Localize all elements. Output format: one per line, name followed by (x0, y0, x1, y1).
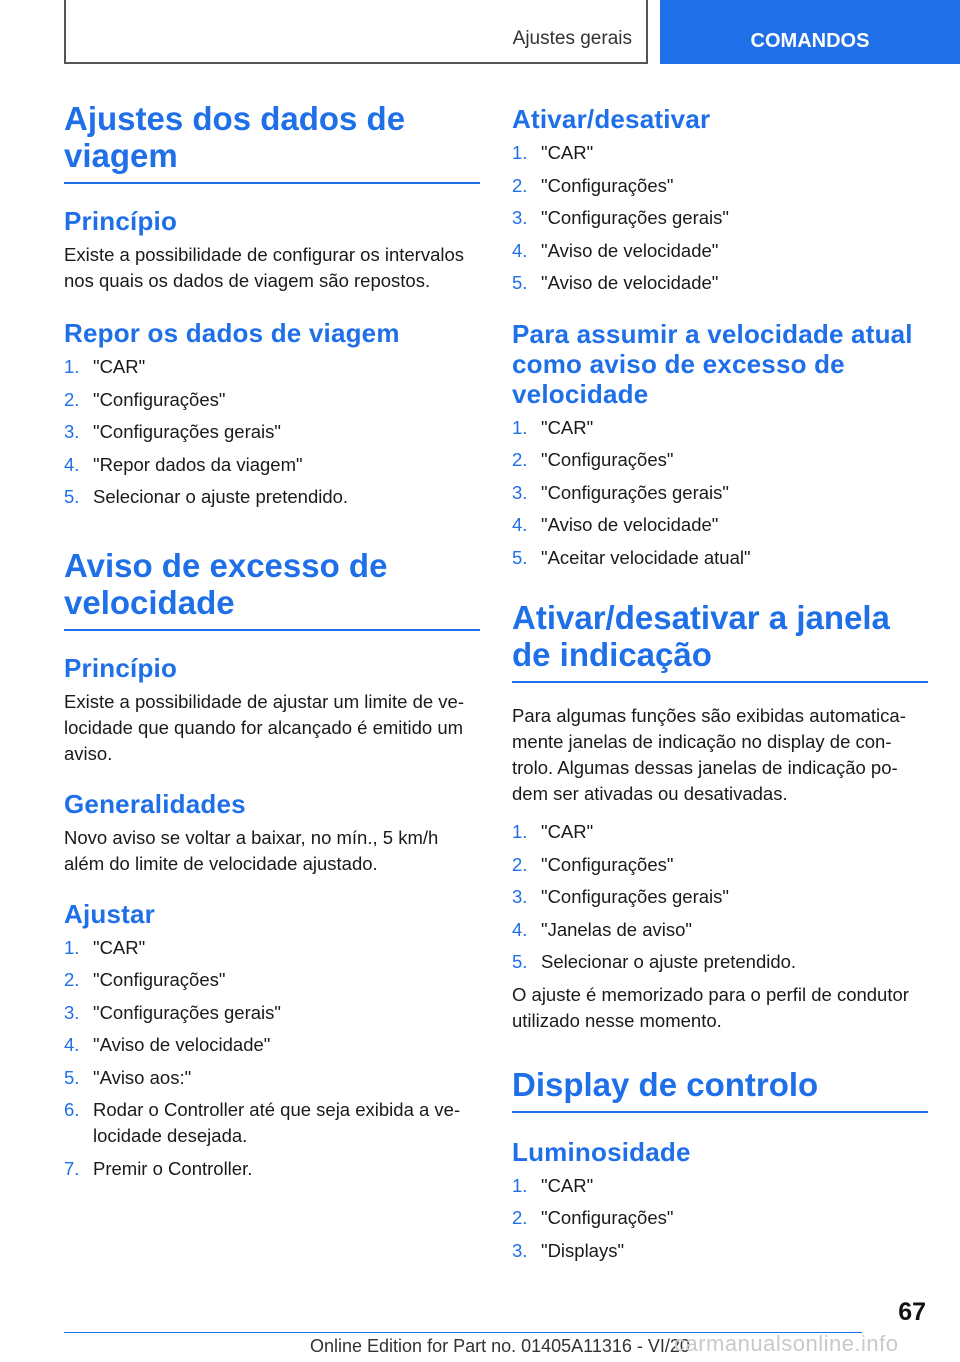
step-item (512, 949, 928, 975)
steps-brightness (512, 1173, 928, 1264)
step-number: 1. (512, 416, 528, 438)
step-item (64, 1156, 480, 1182)
step-item (512, 1173, 928, 1199)
step-text: "Configurações" (541, 449, 674, 470)
step-number: 4. (512, 918, 528, 940)
step-text: "Configurações" (541, 174, 674, 196)
step-number: 5. (64, 486, 80, 507)
paragraph-principle-2: Existe a possibilidade de ajustar um limite de ve-locidade que quando for alcançado é emitido um aviso. (64, 690, 464, 764)
step-text: "CAR" (541, 1174, 594, 1196)
step-text: "Aviso de velocidade" (93, 1034, 271, 1055)
step-item (512, 447, 928, 473)
step-text: "Aviso aos:" (93, 1066, 192, 1088)
step-text: "CAR" (541, 142, 594, 163)
section-heading-info-window: Ativar/desativar a janela de indicação (512, 599, 928, 683)
paragraph-principle: Existe a possibilidade de configurar os intervalos nos quais os dados de viagem são repostos. (64, 244, 465, 291)
step-item (64, 1097, 480, 1149)
step-text: "Configurações gerais" (93, 421, 281, 442)
step-text: Selecionar o ajuste pretendido. (93, 486, 349, 507)
steps-assume-speed (512, 415, 928, 571)
step-number: 1. (64, 356, 80, 377)
step-item (512, 270, 928, 296)
step-number: 1. (512, 1174, 528, 1196)
step-text: "Aceitar velocidade atual" (541, 546, 751, 568)
step-number: 4. (512, 514, 528, 535)
subheading-adjust: Ajustar (64, 898, 155, 929)
step-text: "Configurações gerais" (541, 481, 729, 503)
step-item (512, 238, 928, 264)
step-number: 2. (512, 449, 528, 470)
step-item (512, 545, 928, 571)
step-item (512, 173, 928, 199)
step-number: 4. (64, 453, 80, 475)
step-item (64, 419, 480, 445)
step-text: "Configurações" (541, 1207, 674, 1228)
paragraph-info-window: Para algumas funções são exibidas automatica-mente janelas de indicação no display de con-trolo. Algumas dessas janelas de indicação po-dem ser ativadas ou desativadas. (512, 705, 906, 804)
subheading-toggle: Ativar/desativar (512, 104, 711, 134)
step-text: "Configurações gerais" (93, 1001, 281, 1023)
step-number: 4. (64, 1034, 80, 1055)
step-text: "Configurações" (93, 388, 226, 410)
step-item (64, 387, 480, 413)
steps-adjust (64, 935, 480, 1182)
step-number: 3. (512, 481, 528, 503)
subheading-assume-speed: Para assumir a velocidade atual como aviso de excesso de velocidade (512, 318, 913, 409)
section-title: Ajustes gerais (512, 28, 632, 49)
step-number: 5. (512, 546, 528, 568)
step-number: 5. (512, 951, 528, 972)
step-text: "Configurações gerais" (541, 207, 729, 228)
step-text: Rodar o Controller até que seja exibida a ve-locidade desejada. (93, 1099, 461, 1146)
step-text: "Aviso de velocidade" (541, 514, 719, 535)
step-text: Selecionar o ajuste pretendido. (541, 951, 797, 972)
step-number: 4. (512, 239, 528, 261)
subheading-principle-2: Princípio (64, 652, 178, 683)
watermark: carmanualsonline.info (674, 1331, 899, 1356)
steps-info-window (512, 819, 928, 975)
step-number: 3. (512, 1239, 528, 1261)
chapter-tab[interactable]: COMANDOS (660, 0, 960, 64)
step-number: 7. (64, 1157, 80, 1179)
step-item (512, 205, 928, 231)
step-text: "Configurações" (541, 853, 674, 875)
subheading-brightness: Luminosidade (512, 1136, 691, 1167)
section-heading-speed-warning: Aviso de excesso de velocidade (64, 547, 480, 631)
step-item (512, 140, 928, 166)
subheading-general: Generalidades (64, 788, 246, 819)
step-text: "CAR" (541, 416, 594, 438)
step-number: 5. (512, 272, 528, 293)
step-item (64, 1032, 480, 1058)
step-item (512, 1205, 928, 1231)
step-item (512, 852, 928, 878)
step-item (64, 354, 480, 380)
step-number: 3. (64, 421, 80, 442)
step-item (64, 452, 480, 478)
paragraph-profile-note: O ajuste é memorizado para o perfil de condutor utilizado nesse momento. (512, 983, 909, 1031)
step-item (64, 484, 480, 510)
header-title-box (64, 0, 648, 64)
step-number: 1. (512, 821, 528, 842)
step-item (512, 884, 928, 910)
page-number: 67 (898, 1298, 926, 1326)
step-text: "Aviso de velocidade" (541, 272, 719, 293)
subheading-principle: Princípio (64, 206, 178, 236)
step-number: 2. (512, 1207, 528, 1228)
step-text: "Configurações" (93, 969, 226, 990)
section-heading-control-display: Display de controlo (512, 1066, 928, 1113)
step-number: 2. (512, 174, 528, 196)
right-column (512, 104, 928, 1270)
step-number: 1. (64, 936, 80, 958)
paragraph-general: Novo aviso se voltar a baixar, no mín., 5 km/h além do limite de velocidade ajustado. (64, 826, 439, 874)
subheading-reset-trip: Repor os dados de viagem (64, 318, 400, 348)
step-number: 3. (512, 886, 528, 907)
left-column (64, 100, 480, 1188)
step-item (64, 935, 480, 961)
step-item (512, 1238, 928, 1264)
step-item (64, 967, 480, 993)
step-number: 2. (512, 853, 528, 875)
steps-reset-trip (64, 354, 480, 510)
section-heading-trip-data: Ajustes dos dados de viagem (64, 100, 480, 184)
step-item (512, 415, 928, 441)
step-text: "CAR" (541, 821, 594, 842)
step-text: "Configurações gerais" (541, 886, 729, 907)
step-item (512, 480, 928, 506)
step-text: "CAR" (93, 936, 146, 958)
step-number: 3. (512, 207, 528, 228)
step-item (64, 1065, 480, 1091)
step-number: 2. (64, 388, 80, 410)
step-text: "Displays" (541, 1239, 625, 1261)
step-text: "Janelas de aviso" (541, 918, 692, 940)
step-text: "CAR" (93, 356, 146, 377)
step-text: Premir o Controller. (93, 1157, 253, 1179)
step-item (512, 819, 928, 845)
step-text: "Aviso de velocidade" (541, 239, 719, 261)
step-item (512, 512, 928, 538)
step-number: 3. (64, 1001, 80, 1023)
step-number: 6. (64, 1099, 80, 1120)
step-text: "Repor dados da viagem" (93, 453, 303, 475)
step-item (64, 1000, 480, 1026)
step-number: 2. (64, 969, 80, 990)
step-item (512, 917, 928, 943)
step-number: 5. (64, 1066, 80, 1088)
edition-note: Online Edition for Part no. 01405A11316 - VI/20 (310, 1336, 690, 1356)
steps-toggle (512, 140, 928, 296)
step-number: 1. (512, 142, 528, 163)
